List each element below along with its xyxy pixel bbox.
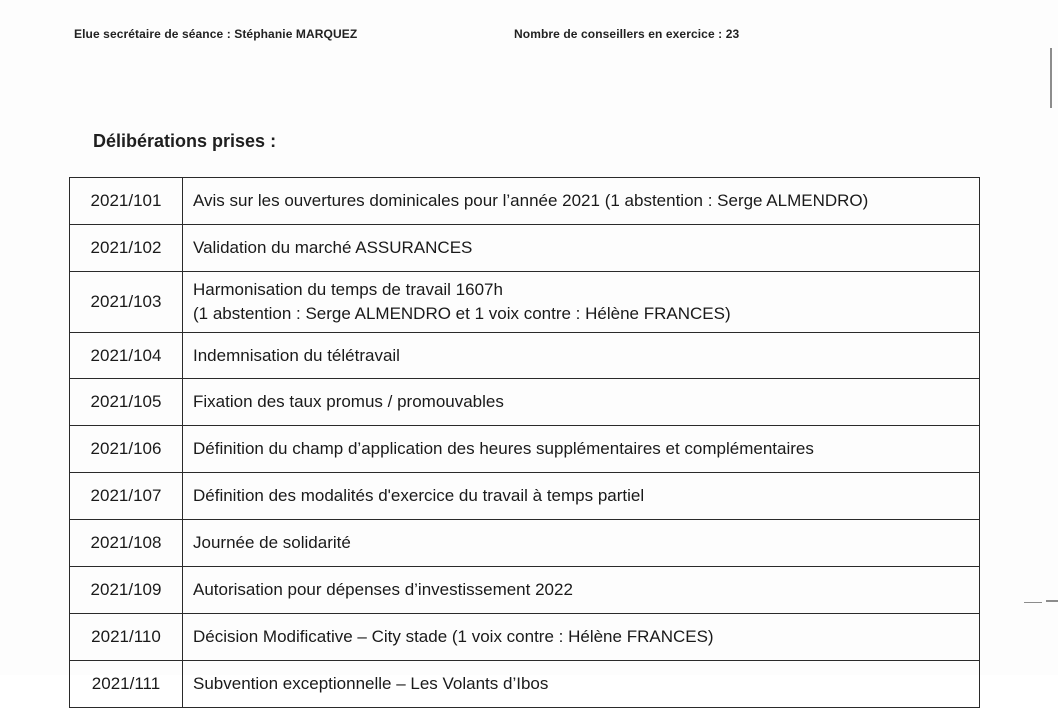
scan-artifact (1024, 602, 1042, 603)
deliberation-number: 2021/102 (70, 225, 183, 272)
deliberation-number: 2021/110 (70, 614, 183, 661)
secretary-line: Elue secrétaire de séance : Stéphanie MARQUEZ (74, 27, 358, 41)
deliberation-number: 2021/107 (70, 473, 183, 520)
deliberation-title: Validation du marché ASSURANCES (183, 225, 980, 272)
deliberation-title: Décision Modificative – City stade (1 voix contre : Hélène FRANCES) (183, 614, 980, 661)
table-row (70, 614, 980, 661)
table-row (70, 567, 980, 614)
deliberation-title (183, 272, 980, 333)
table-row (70, 426, 980, 473)
deliberation-title: Avis sur les ouvertures dominicales pour l’année 2021 (1 abstention : Serge ALMENDRO) (183, 178, 980, 225)
scan-artifact (1050, 48, 1052, 108)
deliberation-number: 2021/106 (70, 426, 183, 473)
deliberations-table (69, 177, 980, 708)
scan-artifact (1046, 600, 1058, 602)
table-row (70, 473, 980, 520)
deliberation-title: Fixation des taux promus / promouvables (183, 379, 980, 426)
table-row (70, 379, 980, 426)
deliberation-title: Subvention exceptionnelle – Les Volants d’Ibos (183, 661, 980, 708)
deliberation-number: 2021/108 (70, 520, 183, 567)
deliberation-title-line1: Harmonisation du temps de travail 1607h (193, 280, 503, 299)
table-row (70, 661, 980, 708)
deliberation-title: Autorisation pour dépenses d’investissement 2022 (183, 567, 980, 614)
section-title: Délibérations prises : (93, 131, 277, 151)
table-row (70, 333, 980, 379)
deliberation-number: 2021/111 (70, 661, 183, 708)
deliberation-title: Définition du champ d’application des heures supplémentaires et complémentaires (183, 426, 980, 473)
deliberation-number: 2021/105 (70, 379, 183, 426)
table-row (70, 225, 980, 272)
deliberation-number: 2021/109 (70, 567, 183, 614)
deliberation-title: Journée de solidarité (183, 520, 980, 567)
deliberation-title: Indemnisation du télétravail (183, 333, 980, 379)
deliberation-number: 2021/104 (70, 333, 183, 379)
councillors-count-line: Nombre de conseillers en exercice : 23 (514, 27, 740, 41)
deliberation-number: 2021/103 (70, 272, 183, 333)
deliberation-number: 2021/101 (70, 178, 183, 225)
table-row (70, 520, 980, 567)
table-row (70, 178, 980, 225)
deliberation-title-line2: (1 abstention : Serge ALMENDRO et 1 voix contre : Hélène FRANCES) (193, 304, 731, 323)
deliberation-title: Définition des modalités d'exercice du travail à temps partiel (183, 473, 980, 520)
table-row (70, 272, 980, 333)
